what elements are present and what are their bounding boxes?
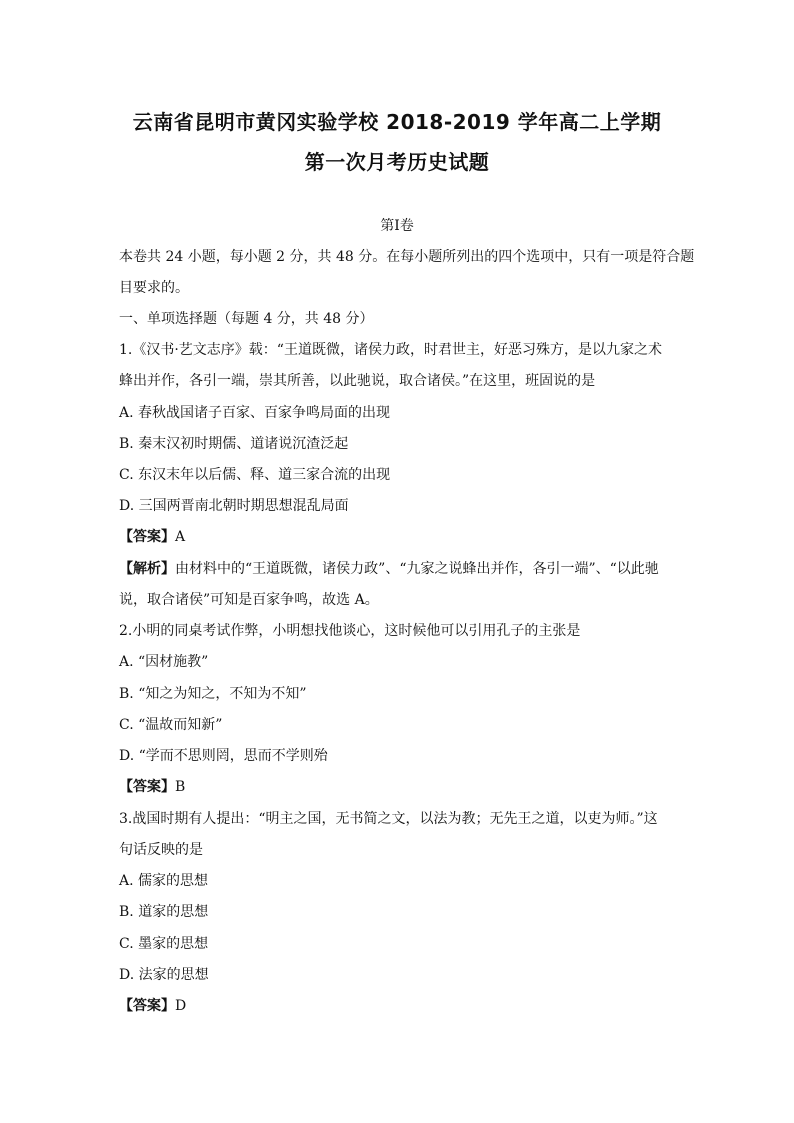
question-3-answer — [119, 996, 186, 1016]
answer-value: D — [175, 998, 187, 1014]
question-1-analysis-line-1 — [119, 559, 659, 579]
question-3-stem-line-2: 句话反映的是 — [119, 842, 203, 858]
question-2-option-a: A. “因材施教” — [119, 654, 209, 670]
section-heading: 第Ⅰ卷 — [380, 218, 414, 234]
answer-label: 【答案】 — [119, 998, 175, 1014]
question-3-option-d: D. 法家的思想 — [119, 967, 209, 983]
analysis-label: 【解析】 — [119, 561, 175, 577]
question-2-option-b: B. “知之为知之，不知为不知” — [119, 686, 307, 702]
answer-value: B — [175, 779, 186, 795]
analysis-text: 由材料中的“王道既微，诸侯力政”、“九家之说蜂出并作，各引一端”、“以此驰 — [175, 561, 659, 577]
question-2-stem-line-1: 2.小明的同桌考试作弊，小明想找他谈心，这时候他可以引用孔子的主张是 — [119, 623, 581, 639]
question-3-option-a: A. 儒家的思想 — [119, 873, 209, 889]
question-1-stem-line-2: 蜂出并作，各引一端，崇其所善，以此驰说，取合诸侯。”在这里，班固说的是 — [119, 373, 596, 389]
intro-line-2: 目要求的。 — [119, 280, 189, 296]
question-2-option-c: C. “温故而知新” — [119, 717, 223, 733]
answer-value: A — [175, 529, 186, 545]
answer-label: 【答案】 — [119, 779, 175, 795]
question-1-option-c: C. 东汉末年以后儒、释、道三家合流的出现 — [119, 467, 391, 483]
page-title-line-2: 第一次月考历史试题 — [304, 150, 490, 174]
question-1-analysis-line-2: 说，取合诸侯”可知是百家争鸣，故选 A。 — [119, 592, 379, 608]
question-1-stem-line-1: 1.《汉书·艺文志序》载：“王道既微，诸侯力政，时君世主，好恶习殊方，是以九家之术 — [119, 342, 662, 358]
question-1-option-d: D. 三国两晋南北朝时期思想混乱局面 — [119, 498, 349, 514]
part-heading: 一、单项选择题（每题 4 分，共 48 分） — [119, 311, 374, 327]
intro-line-1: 本卷共 24 小题，每小题 2 分，共 48 分。在每小题所列出的四个选项中，只有一项是符合题 — [119, 249, 695, 265]
page-title-line-1: 云南省昆明市黄冈实验学校 2018-2019 学年高二上学期 — [132, 110, 662, 134]
question-3-stem-line-1: 3.战国时期有人提出：“明主之国，无书简之文，以法为教；无先王之道，以吏为师。”这 — [119, 811, 658, 827]
question-2-answer — [119, 777, 185, 797]
question-1-answer — [119, 527, 185, 547]
question-1-option-b: B. 秦末汉初时期儒、道诸说沉渣泛起 — [119, 436, 349, 452]
answer-label: 【答案】 — [119, 529, 175, 545]
question-2-option-d: D. “学而不思则罔，思而不学则殆 — [119, 748, 328, 764]
question-3-option-c: C. 墨家的思想 — [119, 936, 209, 952]
question-3-option-b: B. 道家的思想 — [119, 904, 209, 920]
question-1-option-a: A. 春秋战国诸子百家、百家争鸣局面的出现 — [119, 405, 391, 421]
